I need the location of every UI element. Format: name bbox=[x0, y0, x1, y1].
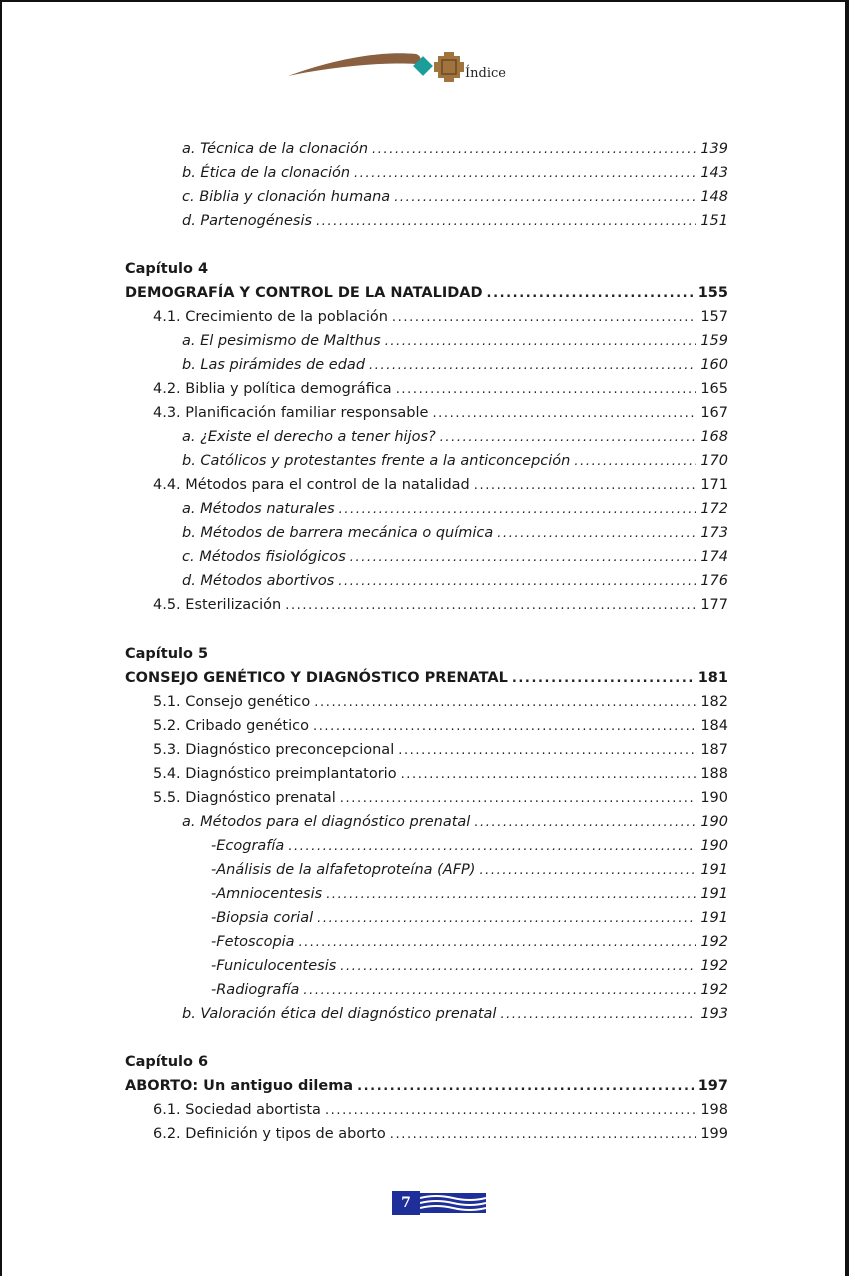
toc-entry-label: 4.3. Planificación familiar responsable bbox=[153, 405, 429, 421]
dot-leader bbox=[357, 1077, 694, 1097]
toc-entry-page: 174 bbox=[700, 549, 728, 565]
toc-entry[interactable] bbox=[182, 547, 728, 568]
toc-entry[interactable] bbox=[153, 307, 728, 328]
toc-entry[interactable] bbox=[211, 980, 728, 1001]
toc-entry-label: a. Técnica de la clonación bbox=[182, 141, 369, 157]
toc-entry-label: d. Partenogénesis bbox=[182, 213, 313, 229]
toc-entry-page: 187 bbox=[700, 742, 728, 758]
dot-leader bbox=[303, 981, 696, 1001]
dot-leader bbox=[354, 164, 696, 184]
toc-entry[interactable] bbox=[153, 1100, 728, 1121]
dot-leader bbox=[285, 596, 696, 616]
toc-entry-page: 182 bbox=[700, 694, 728, 710]
toc-entry-label: b. Valoración ética del diagnóstico prenatal bbox=[182, 1006, 497, 1022]
toc-entry-page: 190 bbox=[700, 790, 728, 806]
toc-entry[interactable] bbox=[153, 788, 728, 809]
dot-leader bbox=[479, 861, 696, 881]
toc-entry-label: a. ¿Existe el derecho a tener hijos? bbox=[182, 429, 436, 445]
dot-leader bbox=[340, 789, 697, 809]
toc-entry-label: 5.3. Diagnóstico preconcepcional bbox=[153, 742, 395, 758]
toc-entry-page: 199 bbox=[700, 1126, 728, 1142]
dot-leader bbox=[338, 572, 696, 592]
toc-entry-label: DEMOGRAFÍA Y CONTROL DE LA NATALIDAD bbox=[125, 285, 483, 301]
toc-entry-page: 181 bbox=[697, 670, 728, 686]
dot-leader bbox=[512, 669, 694, 689]
toc-entry-page: 191 bbox=[700, 910, 728, 926]
toc-entry-label: a. Métodos para el diagnóstico prenatal bbox=[182, 814, 471, 830]
dot-leader bbox=[339, 500, 697, 520]
dot-leader bbox=[487, 284, 694, 304]
toc-entry-label: 4.5. Esterilización bbox=[153, 597, 282, 613]
dot-leader bbox=[574, 452, 696, 472]
toc-entry-page: 139 bbox=[700, 141, 728, 157]
toc-entry[interactable] bbox=[182, 499, 728, 520]
toc-entry-page: 191 bbox=[700, 886, 728, 902]
toc-entry-label: a. Métodos naturales bbox=[182, 501, 335, 517]
toc-entry-page: 197 bbox=[697, 1078, 728, 1094]
toc-entry-page: 192 bbox=[700, 934, 728, 950]
toc-entry-label: -Amniocentesis bbox=[211, 886, 323, 902]
toc-entry[interactable] bbox=[182, 355, 728, 376]
chapter-title-entry[interactable] bbox=[125, 668, 728, 689]
toc-entry-page: 165 bbox=[700, 381, 728, 397]
dot-leader bbox=[313, 717, 696, 737]
toc-entry-page: 143 bbox=[700, 165, 728, 181]
chapter-title-entry[interactable] bbox=[125, 1076, 728, 1097]
dot-leader bbox=[500, 1005, 696, 1025]
toc-entry-label: 5.2. Cribado genético bbox=[153, 718, 309, 734]
toc-entry-label: -Funiculocentesis bbox=[211, 958, 337, 974]
dot-leader bbox=[372, 140, 696, 160]
toc-entry-page: 167 bbox=[700, 405, 728, 421]
toc-entry-page: 171 bbox=[700, 477, 728, 493]
toc-entry[interactable] bbox=[153, 716, 728, 737]
toc-entry-label: -Biopsia corial bbox=[211, 910, 314, 926]
toc-entry[interactable] bbox=[153, 595, 728, 616]
toc-entry-label: d. Métodos abortivos bbox=[182, 573, 335, 589]
toc-entry-label: c. Biblia y clonación humana bbox=[182, 189, 391, 205]
toc-entry-label: 4.2. Biblia y política demográfica bbox=[153, 381, 392, 397]
toc-entry-label: 6.2. Definición y tipos de aborto bbox=[153, 1126, 386, 1142]
toc-entry-label: c. Métodos fisiológicos bbox=[182, 549, 346, 565]
toc-entry-page: 148 bbox=[700, 189, 728, 205]
toc-entry-page: 193 bbox=[700, 1006, 728, 1022]
dot-leader bbox=[396, 380, 697, 400]
dot-leader bbox=[316, 212, 696, 232]
toc-entry[interactable] bbox=[211, 956, 728, 977]
toc-entry-page: 168 bbox=[700, 429, 728, 445]
toc-entry-page: 160 bbox=[700, 357, 728, 373]
toc-entry[interactable] bbox=[182, 523, 728, 544]
toc-entry[interactable] bbox=[182, 812, 728, 833]
footer-page-number: 7 bbox=[392, 1191, 420, 1215]
chapter-label: Capítulo 6 bbox=[125, 1054, 209, 1070]
toc-entry-label: 5.1. Consejo genético bbox=[153, 694, 311, 710]
dot-leader bbox=[385, 332, 697, 352]
toc-entry[interactable] bbox=[182, 1004, 728, 1025]
chapter-label: Capítulo 5 bbox=[125, 646, 209, 662]
toc-entry-page: 170 bbox=[700, 453, 728, 469]
dot-leader bbox=[340, 957, 696, 977]
toc-entry-page: 192 bbox=[700, 982, 728, 998]
toc-entry-page: 190 bbox=[700, 838, 728, 854]
toc-entry-label: 4.4. Métodos para el control de la natalidad bbox=[153, 477, 470, 493]
toc-entry-label: a. El pesimismo de Malthus bbox=[182, 333, 381, 349]
toc-entry-page: 173 bbox=[700, 525, 728, 541]
dot-leader bbox=[369, 356, 696, 376]
dot-leader bbox=[497, 524, 696, 544]
dot-leader bbox=[401, 765, 697, 785]
toc-entry-page: 190 bbox=[700, 814, 728, 830]
toc-entry[interactable] bbox=[211, 860, 728, 881]
toc-entry-label: CONSEJO GENÉTICO Y DIAGNÓSTICO PRENATAL bbox=[125, 670, 508, 686]
toc-entry-label: b. Métodos de barrera mecánica o química bbox=[182, 525, 494, 541]
header-title: Índice bbox=[465, 66, 506, 81]
dot-leader bbox=[390, 1125, 697, 1145]
toc-entry-label: b. Católicos y protestantes frente a la anticoncepción bbox=[182, 453, 571, 469]
toc-entry-page: 157 bbox=[700, 309, 728, 325]
toc-entry[interactable] bbox=[211, 932, 728, 953]
toc-entry-label: 6.1. Sociedad abortista bbox=[153, 1102, 321, 1118]
toc-entry[interactable] bbox=[182, 187, 728, 208]
dot-leader bbox=[299, 933, 697, 953]
dot-leader bbox=[317, 909, 696, 929]
toc-entry[interactable] bbox=[153, 379, 728, 400]
dot-leader bbox=[326, 885, 696, 905]
toc-entry[interactable] bbox=[182, 139, 728, 160]
toc-entry[interactable] bbox=[153, 692, 728, 713]
toc-entry[interactable] bbox=[153, 740, 728, 761]
toc-entry-label: -Fetoscopia bbox=[211, 934, 295, 950]
toc-entry[interactable] bbox=[182, 451, 728, 472]
toc-entry-label: b. Las pirámides de edad bbox=[182, 357, 366, 373]
dot-leader bbox=[325, 1101, 696, 1121]
toc-entry-label: -Ecografía bbox=[211, 838, 285, 854]
dot-leader bbox=[432, 404, 696, 424]
toc-entry[interactable] bbox=[182, 427, 728, 448]
toc-entry-label: b. Ética de la clonación bbox=[182, 165, 351, 181]
toc-entry-label: -Radiografía bbox=[211, 982, 300, 998]
footer-wave-icon bbox=[420, 1193, 486, 1213]
toc-entry[interactable] bbox=[153, 764, 728, 785]
toc-entry-label: ABORTO: Un antiguo dilema bbox=[125, 1078, 354, 1094]
dot-leader bbox=[392, 308, 696, 328]
toc-entry[interactable] bbox=[211, 836, 728, 857]
toc-entry-label: 5.5. Diagnóstico prenatal bbox=[153, 790, 336, 806]
toc-entry[interactable] bbox=[211, 884, 728, 905]
toc-entry-page: 176 bbox=[700, 573, 728, 589]
toc-entry[interactable] bbox=[211, 908, 728, 929]
toc-entry-page: 198 bbox=[700, 1102, 728, 1118]
toc-entry-page: 184 bbox=[700, 718, 728, 734]
toc-entry[interactable] bbox=[182, 571, 728, 592]
toc-entry-label: 5.4. Diagnóstico preimplantatorio bbox=[153, 766, 397, 782]
dot-leader bbox=[398, 741, 696, 761]
toc-entry-page: 155 bbox=[697, 285, 728, 301]
toc-entry-label: -Análisis de la alfafetoproteína (AFP) bbox=[211, 862, 476, 878]
toc-entry[interactable] bbox=[153, 403, 728, 424]
toc-entry[interactable] bbox=[153, 475, 728, 496]
toc-entry-page: 151 bbox=[700, 213, 728, 229]
toc-entry-label: 4.1. Crecimiento de la población bbox=[153, 309, 388, 325]
chapter-label: Capítulo 4 bbox=[125, 261, 209, 277]
toc-entry-page: 188 bbox=[700, 766, 728, 782]
toc-entry[interactable] bbox=[182, 163, 728, 184]
toc-entry-page: 192 bbox=[700, 958, 728, 974]
toc-entry-page: 159 bbox=[700, 333, 728, 349]
dot-leader bbox=[440, 428, 697, 448]
toc-entry-page: 172 bbox=[700, 501, 728, 517]
dot-leader bbox=[474, 476, 697, 496]
toc-entry-page: 191 bbox=[700, 862, 728, 878]
dot-leader bbox=[474, 813, 696, 833]
dot-leader bbox=[394, 188, 696, 208]
toc-entry[interactable] bbox=[182, 211, 728, 232]
dot-leader bbox=[350, 548, 697, 568]
chapter-title-entry[interactable] bbox=[125, 283, 728, 304]
dot-leader bbox=[288, 837, 696, 857]
dot-leader bbox=[314, 693, 696, 713]
toc-entry[interactable] bbox=[153, 1124, 728, 1145]
toc-entry[interactable] bbox=[182, 331, 728, 352]
toc-entry-page: 177 bbox=[700, 597, 728, 613]
